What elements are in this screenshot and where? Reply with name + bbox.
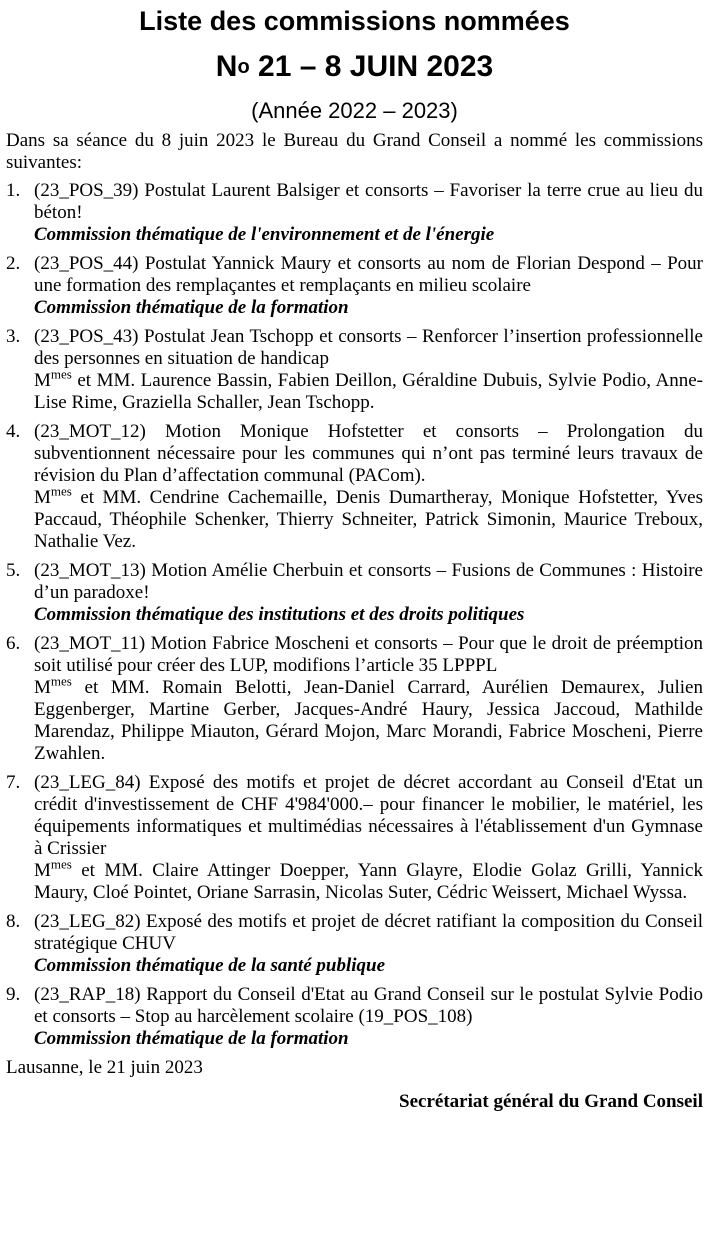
list-item bbox=[6, 911, 703, 977]
members-prefix: M bbox=[34, 487, 51, 508]
commission-list bbox=[6, 180, 703, 1050]
members-names: et MM. Cendrine Cachemaille, Denis Dumartheray, Monique Hofstetter, Yves Paccaud, Théophile Schenker, Thierry Schneiter, Patrick Simonin, Maurice Treboux, Nathalie Vez. bbox=[34, 487, 703, 552]
item-members bbox=[34, 366, 703, 414]
members-sup: mes bbox=[50, 856, 72, 872]
members-sup: mes bbox=[50, 673, 72, 689]
item-title: (23_MOT_12) Motion Monique Hofstetter et consorts – Prolongation du subventionnent nécessaire pour les communes qui n’ont pas terminé leurs travaux de révision du Plan d’affectation communal (PACom). bbox=[34, 421, 703, 486]
members-sup: mes bbox=[50, 483, 72, 499]
item-number: 9. bbox=[6, 984, 21, 1005]
item-title: (23_POS_43) Postulat Jean Tschopp et consorts – Renforcer l’insertion professionnelle des personnes en situation de handicap bbox=[34, 326, 703, 369]
document-page bbox=[6, 0, 703, 1113]
list-item bbox=[6, 253, 703, 319]
item-title: (23_POS_44) Postulat Yannick Maury et consorts au nom de Florian Despond – Pour une formation des remplaçantes et remplaçants en milieu scolaire bbox=[34, 253, 703, 296]
number-rest: 21 – 8 JUIN 2023 bbox=[249, 50, 494, 83]
item-title: (23_RAP_18) Rapport du Conseil d'Etat au Grand Conseil sur le postulat Sylvie Podio et consorts – Stop au harcèlement scolaire (19_POS_108) bbox=[34, 984, 703, 1027]
members-names: et MM. Romain Belotti, Jean-Daniel Carrard, Aurélien Demaurex, Julien Eggenberger, Martine Gerber, Jacques-André Haury, Jessica Jaccoud, Mathilde Marendaz, Philippe Miauton, Gérard Mojon, Marc Morandi, Fabrice Moscheni, Pierre Zwahlen. bbox=[34, 677, 703, 764]
list-item bbox=[6, 772, 703, 904]
list-item bbox=[6, 421, 703, 553]
document-number bbox=[6, 48, 703, 86]
item-title: (23_LEG_82) Exposé des motifs et projet de décret ratifiant la composition du Conseil stratégique CHUV bbox=[34, 911, 703, 954]
list-item bbox=[6, 326, 703, 414]
item-number: 3. bbox=[6, 326, 21, 347]
item-title: (23_LEG_84) Exposé des motifs et projet de décret accordant au Conseil d'Etat un crédit d'investissement de CHF 4'984'000.– pour financer le mobilier, le matériel, les équipements informatiques et multimédias nécessaires à l'établissement d'un Gymnase à Crissier bbox=[34, 772, 703, 859]
item-members bbox=[34, 856, 703, 904]
item-title: (23_POS_39) Postulat Laurent Balsiger et consorts – Favoriser la terre crue au lieu du béton! bbox=[34, 180, 703, 223]
members-prefix: M bbox=[34, 860, 51, 881]
list-item bbox=[6, 180, 703, 246]
item-number: 8. bbox=[6, 911, 21, 932]
members-prefix: M bbox=[34, 677, 51, 698]
item-commission: Commission thématique de l'environnement et de l'énergie bbox=[34, 224, 495, 245]
signature: Secrétariat général du Grand Conseil bbox=[399, 1091, 703, 1112]
list-item bbox=[6, 984, 703, 1050]
list-item bbox=[6, 633, 703, 765]
intro-paragraph: Dans sa séance du 8 juin 2023 le Bureau du Grand Conseil a nommé les commissions suivantes: bbox=[6, 130, 703, 173]
members-prefix: M bbox=[34, 370, 51, 391]
members-names: et MM. Claire Attinger Doepper, Yann Glayre, Elodie Golaz Grilli, Yannick Maury, Cloé Pointet, Oriane Sarrasin, Nicolas Suter, Cédric Weissert, Michael Wyssa. bbox=[34, 860, 703, 903]
item-commission: Commission thématique de la formation bbox=[34, 297, 349, 318]
item-members bbox=[34, 483, 703, 553]
document-year: (Année 2022 – 2023) bbox=[251, 98, 458, 123]
item-number: 1. bbox=[6, 180, 21, 201]
item-commission: Commission thématique des institutions et des droits politiques bbox=[34, 604, 525, 625]
members-names: et MM. Laurence Bassin, Fabien Deillon, Géraldine Dubuis, Sylvie Podio, Anne-Lise Rime, Graziella Schaller, Jean Tschopp. bbox=[34, 370, 703, 413]
document-title: Liste des commissions nommées bbox=[139, 6, 570, 36]
place-date: Lausanne, le 21 juin 2023 bbox=[6, 1057, 203, 1078]
members-sup: mes bbox=[50, 366, 72, 382]
item-number: 5. bbox=[6, 560, 21, 581]
item-commission: Commission thématique de la santé publique bbox=[34, 955, 386, 976]
item-number: 6. bbox=[6, 633, 21, 654]
item-members bbox=[34, 673, 703, 765]
item-commission: Commission thématique de la formation bbox=[34, 1028, 349, 1049]
list-item bbox=[6, 560, 703, 626]
item-title: (23_MOT_11) Motion Fabrice Moscheni et consorts – Pour que le droit de préemption soit utilisé pour créer des LUP, modifions l’article 35 LPPPL bbox=[34, 633, 703, 676]
item-number: 2. bbox=[6, 253, 21, 274]
item-number: 4. bbox=[6, 421, 21, 442]
item-title: (23_MOT_13) Motion Amélie Cherbuin et consorts – Fusions de Communes : Histoire d’un paradoxe! bbox=[34, 560, 703, 603]
number-prefix: N bbox=[215, 50, 238, 83]
number-sup: o bbox=[237, 56, 250, 78]
item-number: 7. bbox=[6, 772, 21, 793]
